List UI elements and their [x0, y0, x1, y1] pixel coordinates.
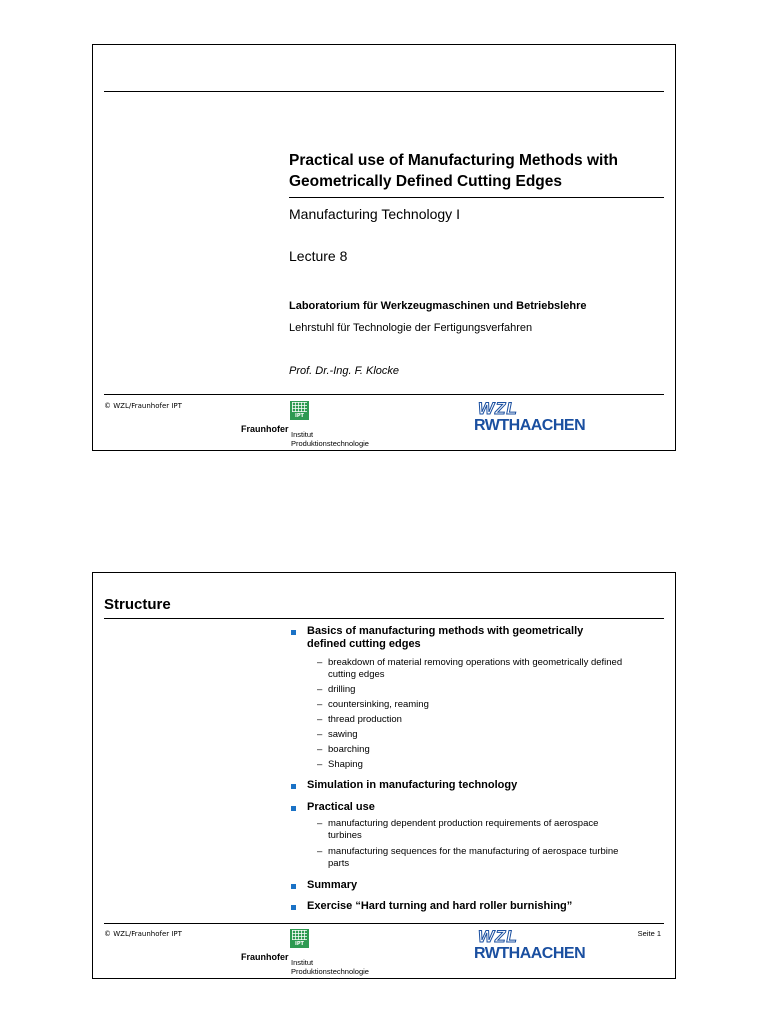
lecture-number: Lecture 8 — [289, 248, 348, 264]
structure-slide — [92, 572, 676, 979]
list-item: boarching — [328, 744, 370, 755]
dash-marker: – — [317, 714, 323, 725]
copyright-text: © WZL/Fraunhofer IPT — [104, 402, 182, 410]
wzl-logo-icon: WZL — [478, 399, 518, 418]
list-item: manufacturing sequences for the manufacturing of aerospace turbine parts — [328, 846, 619, 869]
slide-title: Practical use of Manufacturing Methods with Geometrically Defined Cutting Edges — [289, 152, 618, 190]
list-item: Exercise “Hard turning and hard roller burnishing” — [307, 900, 573, 912]
rwth-aachen-logo: RWTHAACHEN — [474, 945, 586, 962]
list-item: Practical use — [307, 801, 375, 813]
list-item: drilling — [328, 684, 356, 695]
dash-marker: – — [317, 657, 323, 668]
dash-marker: – — [317, 699, 323, 710]
dash-marker: – — [317, 744, 323, 755]
top-rule — [104, 91, 664, 92]
dash-marker: – — [317, 759, 323, 770]
lab-name: Laboratorium für Werkzeugmaschinen und Betriebslehre — [289, 300, 587, 312]
list-item: sawing — [328, 729, 358, 740]
professor-name: Prof. Dr.-Ing. F. Klocke — [289, 365, 400, 377]
list-item: manufacturing dependent production requirements of aerospace turbines — [328, 818, 599, 841]
slide-title: Structure — [104, 596, 171, 613]
ipt-logo-icon: IPT — [290, 929, 309, 948]
list-item: Simulation in manufacturing technology — [307, 779, 518, 791]
footer-rule — [104, 923, 664, 924]
course-subtitle: Manufacturing Technology I — [289, 206, 460, 222]
list-item: Summary — [307, 879, 358, 891]
bullet-square-icon — [291, 630, 296, 635]
footer-rule — [104, 394, 664, 395]
copyright-text: © WZL/Fraunhofer IPT — [104, 930, 182, 938]
chair-name: Lehrstuhl für Technologie der Fertigungsverfahren — [289, 322, 533, 334]
list-item: Basics of manufacturing methods with geometrically defined cutting edges — [307, 625, 584, 650]
list-item: breakdown of material removing operations with geometrically defined cutting edges — [328, 657, 623, 680]
fraunhofer-label: Fraunhofer — [241, 424, 289, 434]
dash-marker: – — [317, 684, 323, 695]
title-rule — [289, 197, 664, 198]
institute-label: Institut Produktionstechnologie — [291, 958, 369, 976]
bullet-square-icon — [291, 884, 296, 889]
wzl-logo-icon: WZL — [478, 927, 518, 946]
dash-marker: – — [317, 729, 323, 740]
dash-marker: – — [317, 846, 323, 857]
list-item: countersinking, reaming — [328, 699, 429, 710]
top-rule — [104, 618, 664, 619]
ipt-logo-icon: IPT — [290, 401, 309, 420]
fraunhofer-label: Fraunhofer — [241, 952, 289, 962]
institute-label: Institut Produktionstechnologie — [291, 430, 369, 448]
title-slide — [92, 44, 676, 451]
list-item: thread production — [328, 714, 402, 725]
bullet-square-icon — [291, 784, 296, 789]
bullet-square-icon — [291, 806, 296, 811]
dash-marker: – — [317, 818, 323, 829]
list-item: Shaping — [328, 759, 363, 770]
bullet-square-icon — [291, 905, 296, 910]
rwth-aachen-logo: RWTHAACHEN — [474, 417, 586, 434]
page-number: Seite 1 — [637, 929, 661, 938]
